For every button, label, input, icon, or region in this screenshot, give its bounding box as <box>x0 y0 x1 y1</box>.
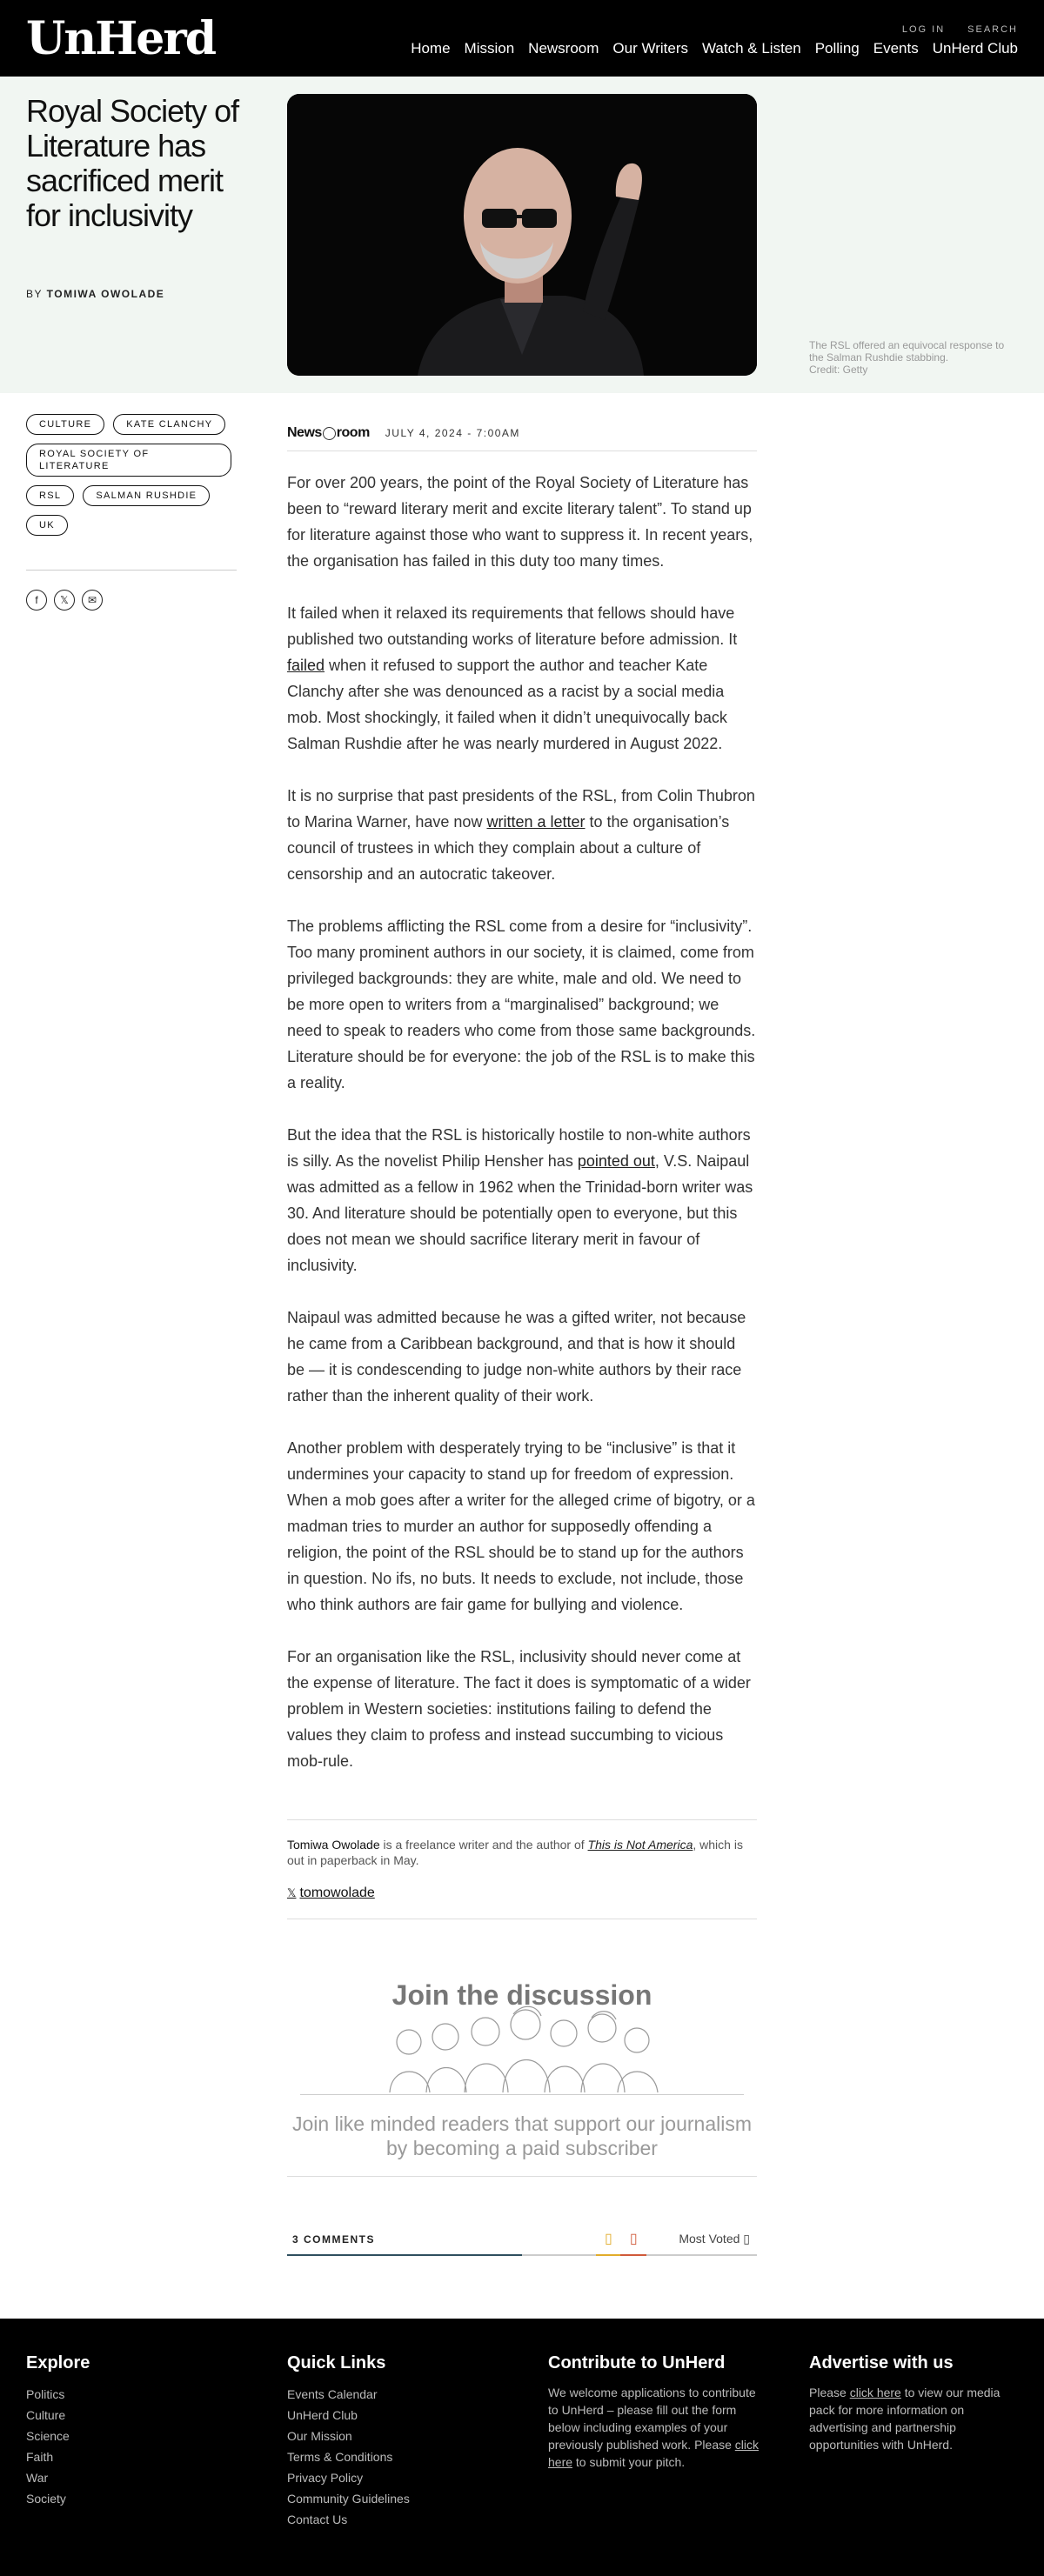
tag-royal-society-of-literature[interactable]: ROYAL SOCIETY OF LITERATURE <box>26 444 231 477</box>
article-paragraph <box>287 783 757 887</box>
paragraph-text: It failed when it relaxed its requirements that fellows should have published two outstanding works of literature before admission. It <box>287 604 738 648</box>
contribute-text: We welcome applications to contribute to UnHerd – please fill out the form below including examples of your previously published work. Please <box>548 2386 756 2452</box>
footer-link-politics[interactable]: Politics <box>26 2387 65 2401</box>
newsroom-logo[interactable] <box>287 425 370 441</box>
footer-link-our-mission[interactable]: Our Mission <box>287 2429 352 2443</box>
comments-bar <box>287 2230 757 2256</box>
advertise-click-here-link[interactable]: click here <box>849 2386 901 2399</box>
join-discussion-subtitle[interactable]: Join like minded readers that support our journalism by becoming a paid subscriber <box>292 2112 752 2159</box>
footer-quick-links <box>287 2353 496 2530</box>
unherd-logo[interactable]: UnHerd <box>26 12 216 65</box>
footer-link-contact[interactable]: Contact Us <box>287 2513 348 2526</box>
article-hero <box>0 77 1044 393</box>
article-paragraph: Naipaul was admitted because he was a gifted writer, not because he came from a Caribbean background, and that is how it should be — it is condescending to judge non-white authors by their race rather than the inherent quality of their work. <box>287 1309 746 1405</box>
sort-label: Most Voted <box>679 2232 740 2246</box>
nav-unherd-club[interactable]: UnHerd Club <box>932 40 1018 57</box>
author-bio <box>287 1837 757 1868</box>
paragraph-text: It is no surprise that past presidents of the RSL, from Colin Thubron to Marina Warner, have now <box>287 787 755 831</box>
footer-link-science[interactable]: Science <box>26 2429 70 2443</box>
chevron-down-icon: ▯ <box>743 2232 750 2246</box>
article-paragraph <box>287 1122 757 1278</box>
footer-link-unherd-club[interactable]: UnHerd Club <box>287 2408 358 2422</box>
footer-explore-title: Explore <box>26 2353 90 2372</box>
nav-newsroom[interactable]: Newsroom <box>528 40 599 57</box>
footer-link-society[interactable]: Society <box>26 2492 66 2506</box>
byline-author[interactable]: TOMIWA OWOLADE <box>46 288 165 300</box>
advertise-text: Please <box>809 2386 850 2399</box>
article-title: Royal Society of Literature has sacrificed merit for inclusivity <box>26 93 239 233</box>
footer-link-privacy[interactable]: Privacy Policy <box>287 2471 364 2485</box>
footer-link-terms[interactable]: Terms & Conditions <box>287 2450 393 2464</box>
search-link[interactable]: SEARCH <box>967 24 1018 35</box>
image-caption <box>809 339 1009 376</box>
footer-link-events-calendar[interactable]: Events Calendar <box>287 2387 378 2401</box>
flame-icon[interactable]: ▯ <box>629 2232 638 2246</box>
main-nav <box>411 40 1018 57</box>
advertise-text: to view our media pack for more information on advertising and partnership opportunities with UnHerd. <box>809 2386 1000 2452</box>
tag-rsl[interactable]: RSL <box>26 485 74 506</box>
crowd-illustration <box>383 2002 661 2092</box>
paragraph-text: , V.S. Naipaul was admitted as a fellow in 1962 when the Trinidad-born writer was 30. And literature should be potentially open to everyone, but this does not mean we should sacrifice literary merit in favour of inclusivity. <box>287 1152 753 1274</box>
nav-watch-listen[interactable]: Watch & Listen <box>702 40 801 57</box>
sort-select[interactable] <box>679 2232 750 2246</box>
contribute-text: to submit your pitch. <box>572 2455 686 2469</box>
tag-uk[interactable]: UK <box>26 515 68 536</box>
sidebar-divider <box>26 570 237 571</box>
footer-quick-title: Quick Links <box>287 2353 386 2372</box>
caption-text: The RSL offered an equivocal response to the Salman Rushdie stabbing. <box>809 339 1005 364</box>
contribute-click-here-link[interactable]: click here <box>548 2438 760 2469</box>
nav-home[interactable]: Home <box>411 40 451 57</box>
newsroom-logo-b: room <box>336 425 370 440</box>
footer-link-culture[interactable]: Culture <box>26 2408 66 2422</box>
article-meta <box>287 416 757 450</box>
facebook-icon[interactable]: f <box>26 590 47 611</box>
x-twitter-icon[interactable]: 𝕏 <box>54 590 75 611</box>
footer-link-guidelines[interactable]: Community Guidelines <box>287 2492 410 2506</box>
x-icon: 𝕏 <box>287 1886 297 1899</box>
utility-links <box>902 24 1018 35</box>
footer-contribute-text <box>548 2384 761 2471</box>
bio-text: is a freelance writer and the author of <box>379 1838 588 1852</box>
byline <box>26 288 164 300</box>
footer-advertise-title: Advertise with us <box>809 2353 954 2372</box>
comment-filter-icons <box>605 2230 638 2247</box>
footer-link-war[interactable]: War <box>26 2471 49 2485</box>
newsroom-logo-a: News <box>287 425 322 440</box>
paragraph-text: when it refused to support the author and teacher Kate Clanchy after she was denounced as a racist by a social media mob. Most shockingly, it failed when it didn’t unequivocally back Salman Rushdie after he was nearly murdered in August 2022. <box>287 657 727 752</box>
handle-text: tomowolade <box>299 1885 375 1900</box>
discussion-divider <box>287 2176 757 2177</box>
bio-author-name[interactable]: Tomiwa Owolade <box>287 1838 380 1852</box>
footer-advertise-text <box>809 2384 1018 2453</box>
tag-list <box>26 414 235 536</box>
site-header <box>0 0 1044 77</box>
meta-divider <box>287 450 757 451</box>
article-paragraph: For over 200 years, the point of the Royal Society of Literature has been to “reward literary merit and excite literary talent”. To stand up for literature against those who want to suppress it. In recent years, the organisation has failed in this duty too many times. <box>287 474 753 570</box>
article-paragraph: The problems afflicting the RSL come from a desire for “inclusivity”. Too many prominent authors in our society, it is claimed, come from privileged backgrounds: they are white, male and old. We need to be more open to writers from a “marginalised” background; we need to speak to readers who come from those same backgrounds. Literature should be for everyone: the job of the RSL is to make this a reality. <box>287 918 756 1091</box>
article-paragraph: Another problem with desperately trying to be “inclusive” is that it undermines your capacity to stand up for freedom of expression. When a mob goes after a writer for the alleged crime of bigotry, or a madman tries to murder an author for supposedly offending a religion, the point of the RSL should be to stand up for the authors in question. No ifs, no buts. It needs to exclude, not include, those who think authors are fair game for bullying and violence. <box>287 1439 755 1613</box>
tag-salman-rushdie[interactable]: SALMAN RUSHDIE <box>83 485 210 506</box>
nav-events[interactable]: Events <box>873 40 919 57</box>
author-x-handle[interactable] <box>287 1885 375 1901</box>
article-paragraph: For an organisation like the RSL, inclusivity should never come at the expense of literature. The fact it does is symptomatic of a wider problem in Western societies: institutions failing to defend the values they claim to profess and instead succumbing to vicious mob-rule. <box>287 1648 751 1770</box>
login-link[interactable]: LOG IN <box>901 24 946 35</box>
nav-polling[interactable]: Polling <box>814 40 860 57</box>
tag-culture[interactable]: CULTURE <box>26 414 104 435</box>
comments-tab-line <box>287 2254 757 2256</box>
site-footer <box>0 2319 1044 2576</box>
footer-contribute-title: Contribute to UnHerd <box>548 2353 726 2372</box>
written-letter-link[interactable]: written a letter <box>486 813 586 831</box>
footer-advertise <box>809 2353 1018 2453</box>
footer-link-faith[interactable]: Faith <box>26 2450 54 2464</box>
failed-link[interactable]: failed <box>287 657 325 674</box>
bio-book-link[interactable]: This is Not America <box>587 1838 693 1852</box>
hero-image <box>287 94 757 376</box>
paragraph-text: But the idea that the RSL is historically hostile to non-white authors is silly. As the novelist Philip Hensher has <box>287 1126 751 1170</box>
article-body <box>287 470 757 1800</box>
tag-kate-clanchy[interactable]: KATE CLANCHY <box>113 414 225 435</box>
footer-explore <box>26 2353 235 2509</box>
caption-credit: Credit: Getty <box>809 364 868 376</box>
bio-text: , which is out in paperback in May. <box>287 1838 743 1867</box>
byline-prefix: BY <box>26 288 43 300</box>
newsroom-ring-icon <box>323 427 336 440</box>
nav-our-writers[interactable]: Our Writers <box>612 40 688 57</box>
join-discussion-title: Join the discussion <box>392 1979 652 2011</box>
join-divider <box>300 2094 744 2095</box>
footer-contribute <box>548 2353 761 2471</box>
article-paragraph <box>287 600 757 757</box>
paragraph-text: to the organisation’s council of trustees in which they complain about a culture of censorship and an autocratic takeover. <box>287 813 730 883</box>
pointed-out-link[interactable]: pointed out <box>577 1152 655 1170</box>
nav-mission[interactable]: Mission <box>464 40 515 57</box>
bell-icon[interactable]: ▯ <box>605 2232 612 2246</box>
publish-date: JULY 4, 2024 - 7:00AM <box>385 427 520 439</box>
portrait-illustration <box>287 94 757 376</box>
share-buttons <box>26 590 103 611</box>
comments-count: 3 COMMENTS <box>292 2233 376 2246</box>
email-icon[interactable]: ✉ <box>82 590 103 611</box>
article-end-divider <box>287 1819 757 1820</box>
